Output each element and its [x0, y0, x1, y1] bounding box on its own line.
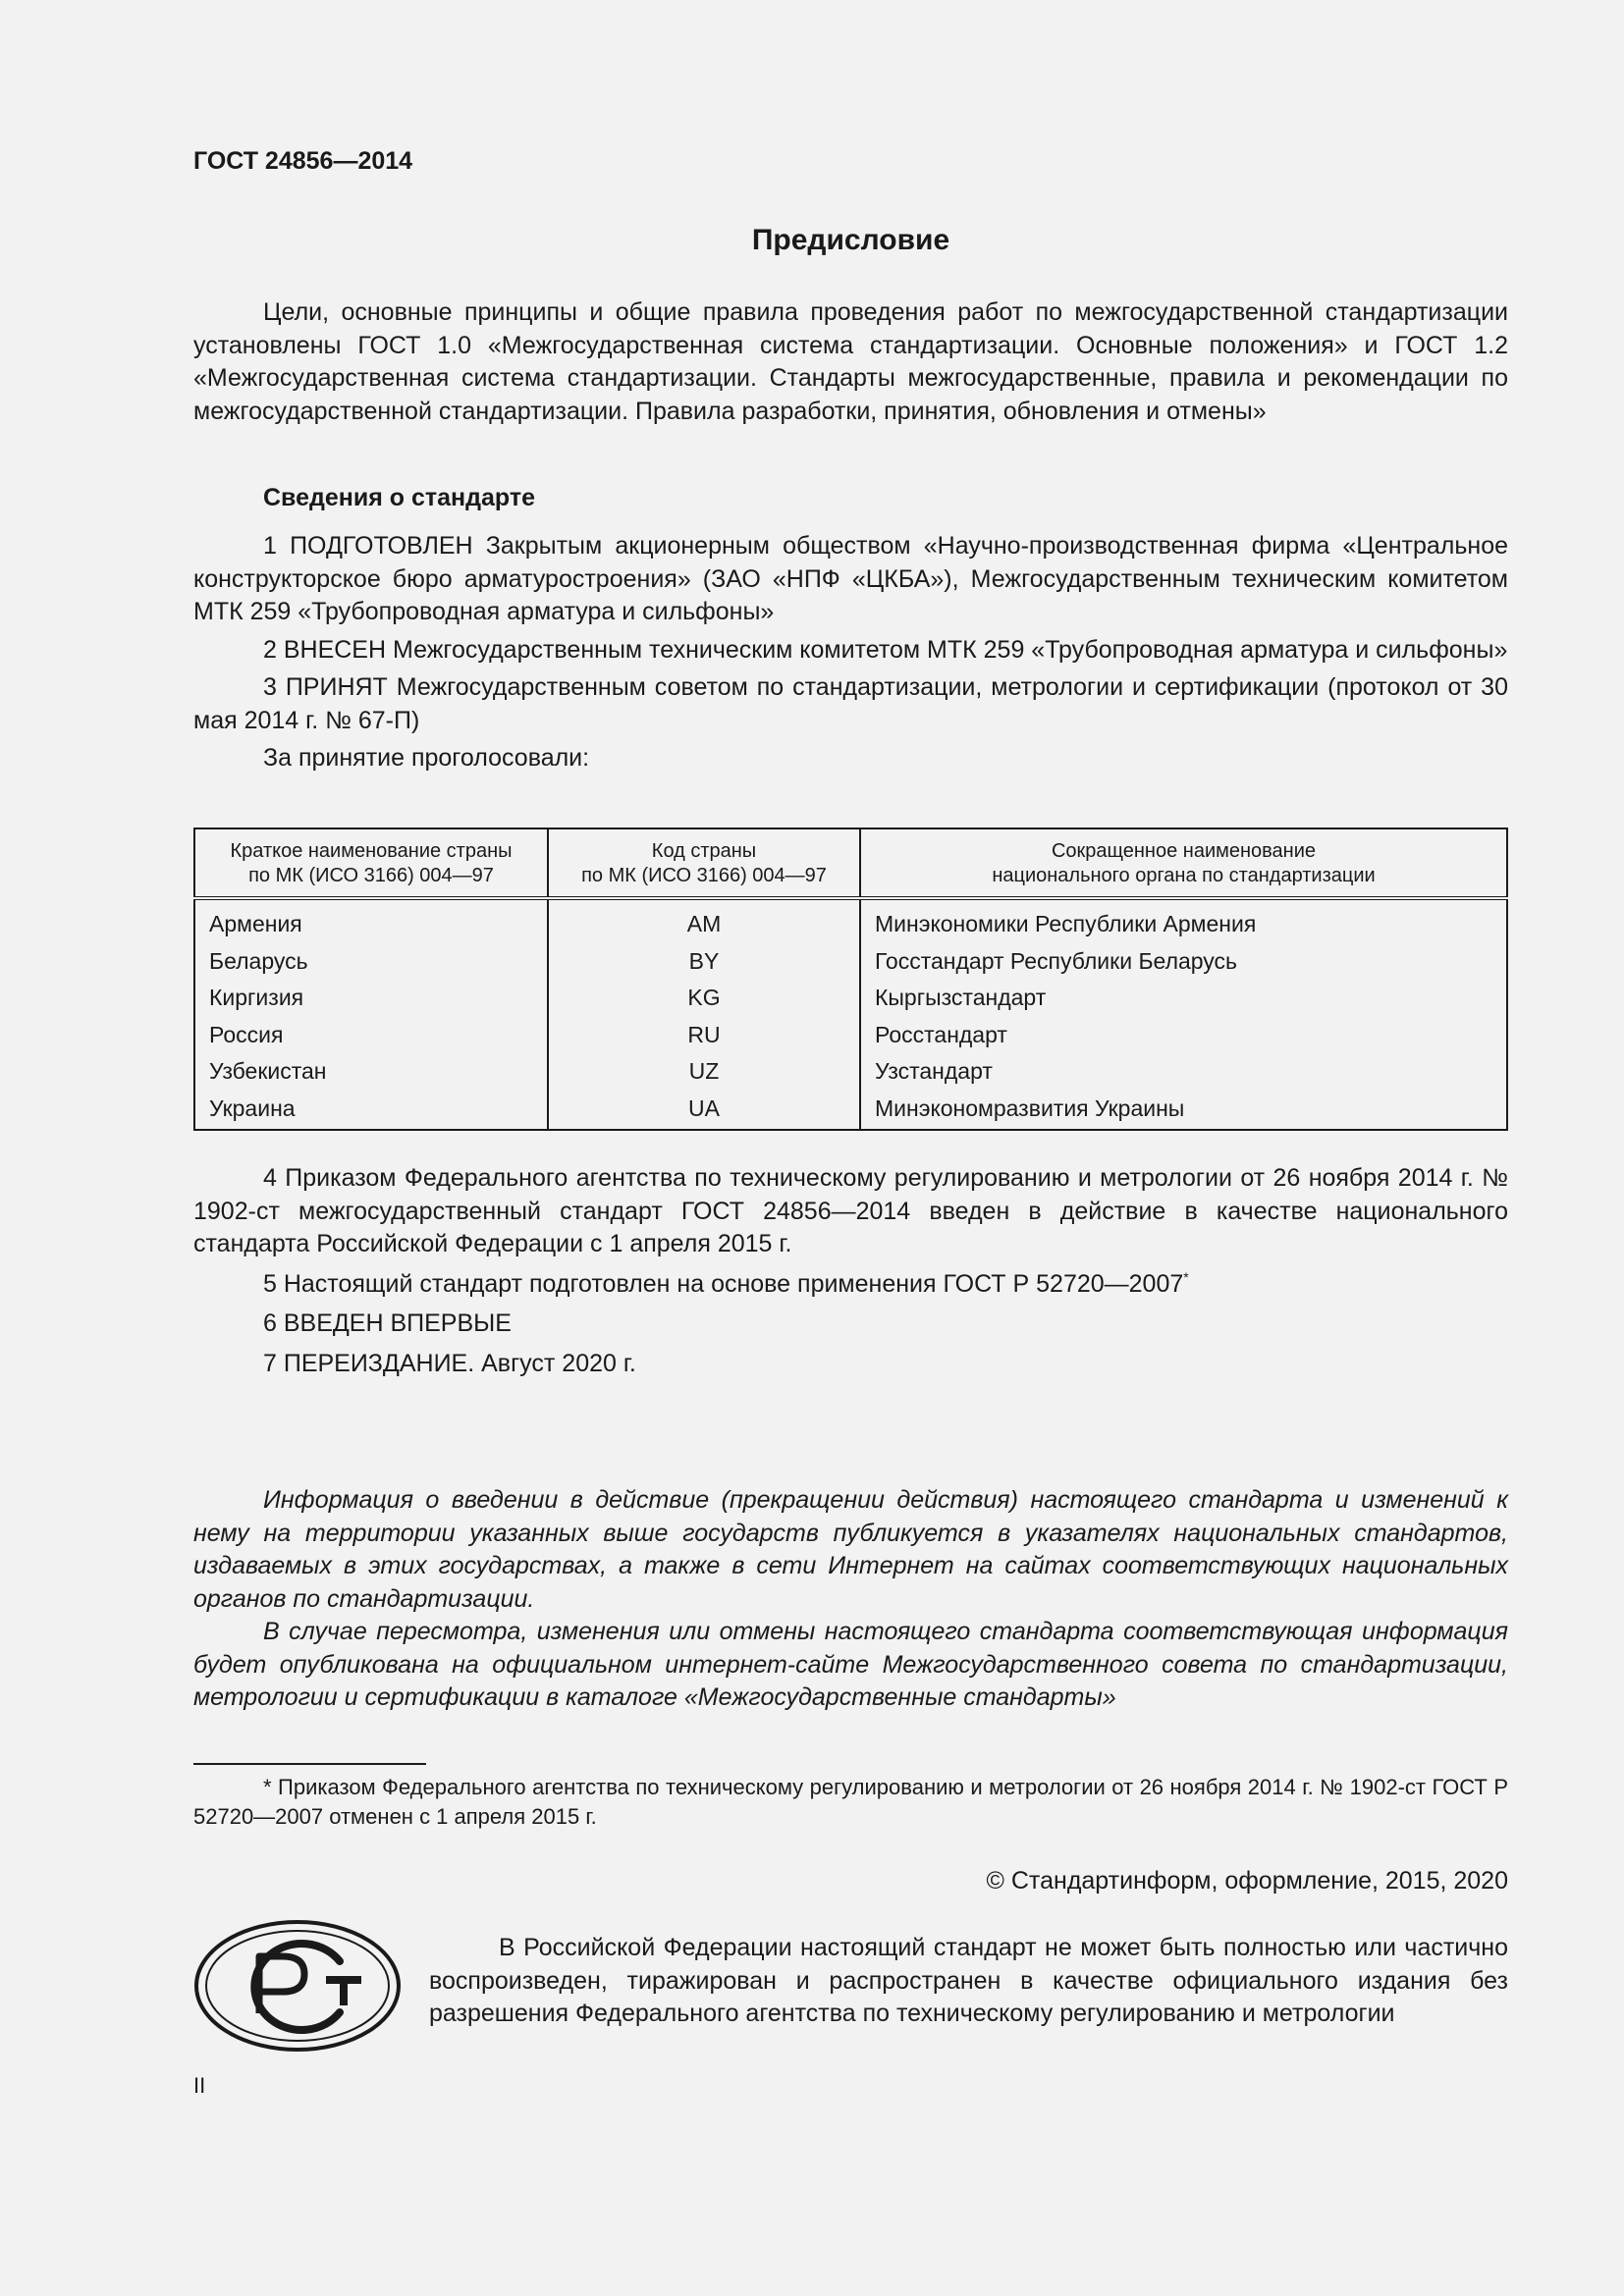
item-7: 7 ПЕРЕИЗДАНИЕ. Август 2020 г.	[263, 1349, 636, 1377]
country-name: Узбекистан	[194, 1053, 548, 1091]
footnote-marker: *	[1183, 1268, 1189, 1285]
voting-countries-table	[193, 828, 1508, 1131]
table-row	[194, 980, 1507, 1017]
national-body: Минэкономразвития Украины	[860, 1091, 1507, 1131]
country-code: RU	[548, 1017, 860, 1054]
item-6: 6 ВВЕДЕН ВПЕРВЫЕ	[263, 1309, 512, 1337]
country-code: UA	[548, 1091, 860, 1131]
header-country-code: Код страны по МК (ИСО 3166) 004—97	[548, 828, 860, 898]
national-body: Кыргызстандарт	[860, 980, 1507, 1017]
country-code: AM	[548, 898, 860, 943]
page-number: II	[193, 2073, 206, 2098]
country-name: Армения	[194, 898, 548, 943]
item-5	[193, 1268, 1508, 1302]
table-row	[194, 1091, 1507, 1131]
national-body: Росстандарт	[860, 1017, 1507, 1054]
country-name: Россия	[194, 1017, 548, 1054]
table-header-row	[194, 828, 1507, 898]
national-body: Госстандарт Республики Беларусь	[860, 943, 1507, 981]
footnote-divider	[193, 1763, 426, 1765]
item-3: 3 ПРИНЯТ Межгосударственным советом по стандартизации, метрологии и сертификации (протокол от 30 мая 2014 г. № 67-П)	[193, 673, 1508, 734]
voted-label: За принятие проголосовали:	[263, 744, 590, 772]
section-heading: Сведения о стандарте	[263, 484, 536, 511]
page-title: Предисловие	[751, 224, 950, 256]
publication-info	[193, 1484, 1508, 1715]
items-after-table	[193, 1162, 1508, 1387]
table-row	[194, 943, 1507, 981]
country-code: BY	[548, 943, 860, 981]
country-name: Киргизия	[194, 980, 548, 1017]
intro-paragraph: Цели, основные принципы и общие правила проведения работ по межгосударственной стандартизации установлены ГОСТ 1.0 «Межгосударственная система стандартизации. Основные положения» и ГОСТ 1.2 «Межгосударственная система стандартизации. Стандарты межгосударственные, правила и рекомендации по межгосударственной стандартизации. Правила разработки, принятия, обновления и отмены»	[193, 298, 1508, 425]
table-row	[194, 898, 1507, 943]
country-code: UZ	[548, 1053, 860, 1091]
country-name: Беларусь	[194, 943, 548, 981]
country-code: KG	[548, 980, 860, 1017]
rst-logo-icon	[192, 1917, 403, 2055]
info-paragraph-2: В случае пересмотра, изменения или отмены настоящего стандарта соответствующая информация будет опубликована на официальном интернет-сайте Межгосударственного совета по стандартизации, метрологии и сертификации в каталоге «Межгосударственные стандарты»	[193, 1618, 1508, 1711]
item-1: 1 ПОДГОТОВЛЕН Закрытым акционерным обществом «Научно-производственная фирма «Центральное конструкторское бюро арматуростроения» (ЗАО «НПФ «ЦКБА»), Межгосударственным техническим комитетом МТК 259 «Трубопроводная арматура и сильфоны»	[193, 532, 1508, 625]
header-country-name: Краткое наименование страны по МК (ИСО 3166) 004—97	[194, 828, 548, 898]
national-body: Минэкономики Республики Армения	[860, 898, 1507, 943]
items-before-table	[193, 530, 1508, 780]
rights-text: В Российской Федерации настоящий стандарт не может быть полностью или частично воспроизведен, тиражирован и распространен в качестве официального издания без разрешения Федерального агентства по техническому регулированию и метрологии	[429, 1934, 1508, 2027]
footnote-text: * Приказом Федерального агентства по техническому регулированию и метрологии от 26 ноября 2014 г. № 1902-ст ГОСТ Р 52720—2007 отменен с 1 апреля 2015 г.	[193, 1775, 1508, 1829]
item-5-text: 5 Настоящий стандарт подготовлен на основе применения ГОСТ Р 52720—2007	[263, 1269, 1184, 1298]
standard-info-heading-block	[193, 482, 1508, 515]
national-body: Узстандарт	[860, 1053, 1507, 1091]
rights-notice	[429, 1932, 1508, 2031]
item-4: 4 Приказом Федерального агентства по техническому регулированию и метрологии от 26 ноября 2014 г. № 1902-ст межгосударственный стандарт ГОСТ 24856—2014 введен в действие в качестве национального стандарта Российской Федерации с 1 апреля 2015 г.	[193, 1164, 1508, 1257]
intro-section	[193, 296, 1508, 428]
table-row	[194, 1053, 1507, 1091]
header-national-body: Сокращенное наименование национального органа по стандартизации	[860, 828, 1507, 898]
info-paragraph-1: Информация о введении в действие (прекращении действия) настоящего стандарта и изменений к нему на территории указанных выше государств публикуется в указателях национальных стандартов, издаваемых в этих государствах, а также в сети Интернет на сайтах соответствующих национальных органов по стандартизации.	[193, 1486, 1508, 1613]
copyright-line: © Стандартинформ, оформление, 2015, 2020	[986, 1867, 1508, 1895]
country-name: Украина	[194, 1091, 548, 1131]
table-row	[194, 1017, 1507, 1054]
item-2: 2 ВНЕСЕН Межгосударственным техническим комитетом МТК 259 «Трубопроводная арматура и сильфоны»	[263, 635, 1508, 664]
footnote-section	[193, 1773, 1508, 1832]
document-code: ГОСТ 24856—2014	[193, 147, 413, 175]
